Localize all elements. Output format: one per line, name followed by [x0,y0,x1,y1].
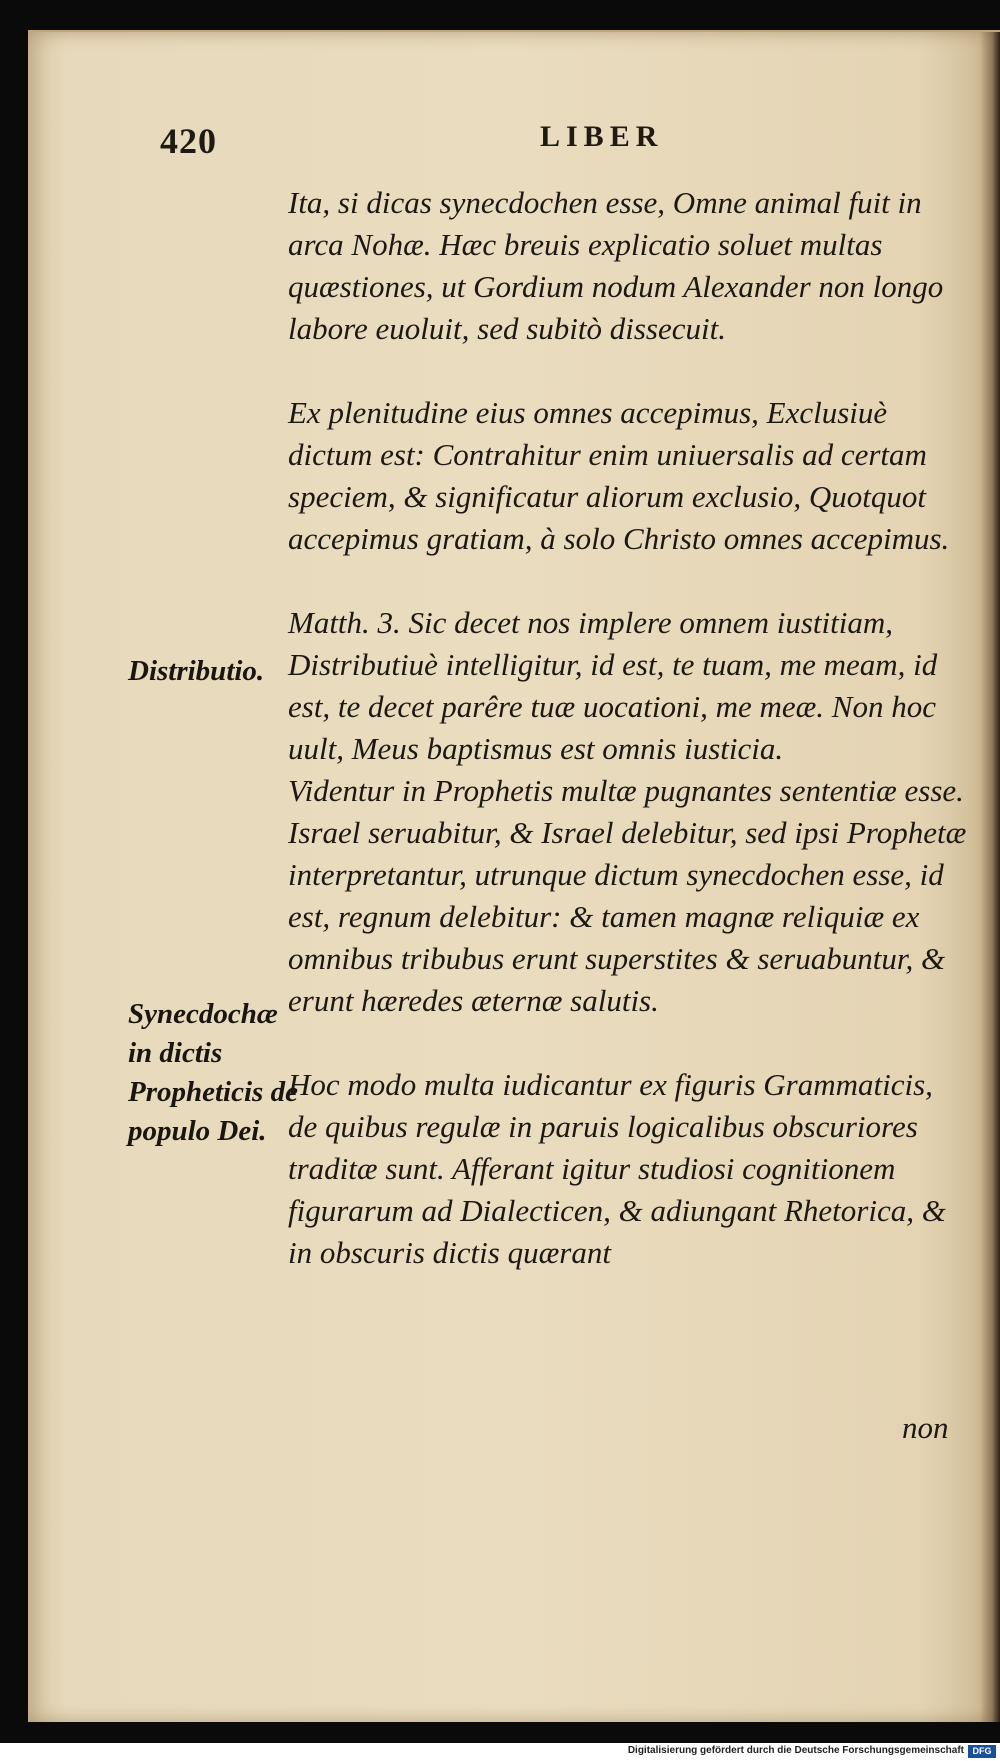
page-edge-shadow [980,32,1000,1722]
paragraph-spacer [288,1022,968,1064]
running-head: LIBER [540,120,664,153]
paragraph-spacer [288,350,968,392]
body-text [288,182,968,1274]
paragraph-spacer [288,560,968,602]
paragraph-3: Matth. 3. Sic decet nos implere omnem iustitiam, Distributiuè intelligitur, id est, te tuam, me meam, id est, te decet parêre tuæ uocationi, me meæ. Non hoc uult, Meus baptismus est omnis iusticia. [288,605,938,766]
footer-credit: Digitalisierung gefördert durch die Deutsche Forschungsgemeinschaft [627,1745,964,1756]
paragraph-2: Ex plenitudine eius omnes accepimus, Exclusiuè dictum est: Contrahitur enim uniuersalis ad certam speciem, & significatur aliorum exclusio, Quotquot accepimus gratiam, à solo Christo omnes accepimus. [288,395,950,556]
paragraph-4: Videntur in Prophetis multæ pugnantes sententiæ esse. Israel seruabitur, & Israel delebitur, sed ipsi Prophetæ interpretantur, utrunque dictum synecdochen esse, id est, regnum delebitur: & tamen magnæ reliquiæ ex omnibus tribubus erunt superstites & seruabuntur, & erunt hæredes æternæ salutis. [288,773,967,1018]
catchword: non [902,1410,949,1445]
marginal-note-synecdoche: Synecdochæ in dictis Propheticis de populo Dei. [128,998,298,1147]
dfg-logo-icon: DFG [968,1745,996,1758]
page-header [0,120,1000,170]
paragraph-1: Ita, si dicas synecdochen esse, Omne animal fuit in arca Nohæ. Hæc breuis explicatio soluet multas quæstiones, ut Gordium nodum Alexander non longo labore euoluit, sed subitò dissecuit. [288,185,944,346]
digitization-footer [0,1743,1000,1761]
page-number: 420 [160,121,217,161]
paragraph-5: Hoc modo multa iudicantur ex figuris Grammaticis, de quibus regulæ in paruis logicalibus obscuriores traditæ sunt. Afferant igitur studiosi cognitionem figurarum ad Dialecticen, & adiungant Rhetorica, & in obscuris dictis quærant [288,1067,946,1270]
marginal-note-distributio: Distributio. [128,655,265,687]
